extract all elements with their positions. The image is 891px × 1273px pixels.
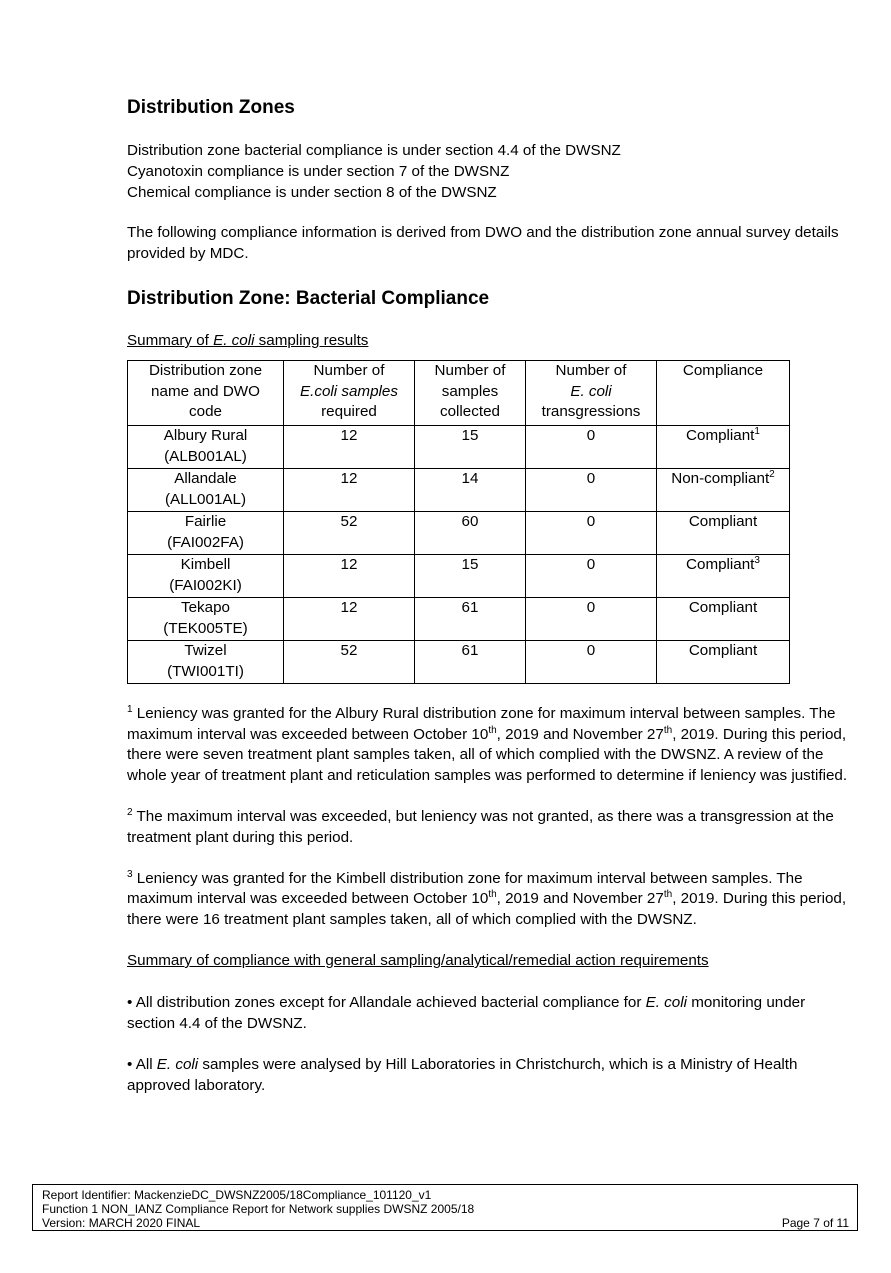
- zone-cell: Twizel (TWI001TI): [128, 640, 284, 683]
- table-header-row: [128, 360, 790, 425]
- collected-cell: 15: [415, 554, 526, 597]
- transgressions-cell: 0: [526, 597, 657, 640]
- compliance-cell: Compliant: [657, 511, 790, 554]
- zone-cell: Tekapo (TEK005TE): [128, 597, 284, 640]
- collected-cell: 61: [415, 640, 526, 683]
- required-cell: 12: [284, 425, 415, 468]
- intro-line: Cyanotoxin compliance is under section 7 of the DWSNZ: [127, 162, 510, 180]
- footnote-3: $^3$ Leniency was granted for the Kimbell distribution zone for maximum interval between samples. The maximum interval was exceeded between October 10th, 2019 and November 27th, 2019. During this period, there were 16 treatment plant samples taken, all of which complied with the DWSNZ.: [127, 868, 847, 929]
- page-number: Page 7 of 11: [781, 1216, 849, 1230]
- table-row: [128, 511, 790, 554]
- column-header-required: Number of E.coli samples required: [284, 360, 415, 425]
- footnote-2: $^2$ The maximum interval was exceeded, but leniency was not granted, as there was a transgression at the treatment plant during this period.: [127, 806, 834, 846]
- column-header-transgressions: Number of E. coli transgressions: [526, 360, 657, 425]
- summary-title-italic: E. coli: [213, 331, 255, 349]
- required-cell: 12: [284, 554, 415, 597]
- zone-cell: Allandale (ALL001AL): [128, 468, 284, 511]
- table-row: [128, 468, 790, 511]
- required-cell: 52: [284, 640, 415, 683]
- zone-cell: Fairlie (FAI002FA): [128, 511, 284, 554]
- intro-paragraph: The following compliance information is derived from DWO and the distribution zone annual survey details provided by MDC.: [127, 224, 839, 263]
- required-cell: 52: [284, 511, 415, 554]
- column-header-compliance: Compliance: [657, 360, 790, 425]
- transgressions-cell: 0: [526, 554, 657, 597]
- footer-bottom-row: [42, 1216, 849, 1230]
- collected-cell: 14: [415, 468, 526, 511]
- zone-cell: Albury Rural (ALB001AL): [128, 425, 284, 468]
- compliance-cell: Compliant$^1$: [657, 425, 790, 468]
- intro-lines: [127, 141, 852, 203]
- compliance-cell: Non-compliant$^2$: [657, 468, 790, 511]
- footer-function: Function 1 NON_IANZ Compliance Report for Network supplies DWSNZ 2005/18: [42, 1202, 475, 1216]
- required-cell: 12: [284, 468, 415, 511]
- summary-ecoli-title: [127, 331, 852, 352]
- transgressions-cell: 0: [526, 640, 657, 683]
- summary-title-prefix: Summary of: [127, 331, 214, 349]
- table-row: [128, 640, 790, 683]
- bullet-item: • All distribution zones except for Allandale achieved bacterial compliance for E. coli monitoring under section 4.4 of the DWSNZ.: [127, 993, 806, 1032]
- footnote-mark: 2: [127, 806, 133, 818]
- intro-line: Distribution zone bacterial compliance is under section 4.4 of the DWSNZ: [127, 142, 621, 159]
- page-footer: [32, 1184, 858, 1231]
- summary-title-suffix: sampling results: [254, 331, 369, 349]
- footnote-ref: 3: [754, 554, 760, 566]
- bullet-item: • All E. coli samples were analysed by Hill Laboratories in Christchurch, which is a Ministry of Health approved laboratory.: [127, 1056, 798, 1095]
- heading-distribution-zones: Distribution Zones: [127, 97, 295, 118]
- compliance-cell: Compliant: [657, 597, 790, 640]
- ecoli-results-table: [127, 360, 790, 684]
- document-body: [127, 96, 852, 1097]
- transgressions-cell: 0: [526, 511, 657, 554]
- transgressions-cell: 0: [526, 425, 657, 468]
- column-header-collected: Number of samples collected: [415, 360, 526, 425]
- collected-cell: 15: [415, 425, 526, 468]
- table-row: [128, 425, 790, 468]
- intro-line: Chemical compliance is under section 8 of the DWSNZ: [127, 183, 497, 201]
- heading-bacterial-compliance: Distribution Zone: Bacterial Compliance: [127, 287, 490, 309]
- table-row: [128, 597, 790, 640]
- column-header-zone: Distribution zone name and DWO code: [128, 360, 284, 425]
- compliance-cell: Compliant$^3$: [657, 554, 790, 597]
- footer-version: Version: MARCH 2020 FINAL: [42, 1216, 201, 1230]
- compliance-cell: Compliant: [657, 640, 790, 683]
- bullet-list: [127, 993, 852, 1097]
- footnote-1: $^1$ Leniency was granted for the Albury Rural distribution zone for maximum interval between samples. The maximum interval was exceeded between October 10th, 2019 and November 27th, 2019. During this period, there were seven treatment plant samples taken, all of which complied with the DWSNZ. A review of the whole year of treatment plant and reticulation samples was performed to determine if leniency was justified.: [127, 703, 848, 785]
- footnote-ref: 1: [754, 425, 760, 437]
- table-row: [128, 554, 790, 597]
- zone-cell: Kimbell (FAI002KI): [128, 554, 284, 597]
- collected-cell: 61: [415, 597, 526, 640]
- collected-cell: 60: [415, 511, 526, 554]
- footnote-mark: 3: [127, 868, 133, 880]
- footnote-mark: 1: [127, 703, 133, 715]
- footnote-ref: 2: [769, 468, 775, 480]
- required-cell: 12: [284, 597, 415, 640]
- summary-compliance-title: Summary of compliance with general sampling/analytical/remedial action requirements: [127, 951, 709, 969]
- transgressions-cell: 0: [526, 468, 657, 511]
- footer-report-identifier: Report Identifier: MackenzieDC_DWSNZ2005/18Compliance_101120_v1: [42, 1188, 432, 1202]
